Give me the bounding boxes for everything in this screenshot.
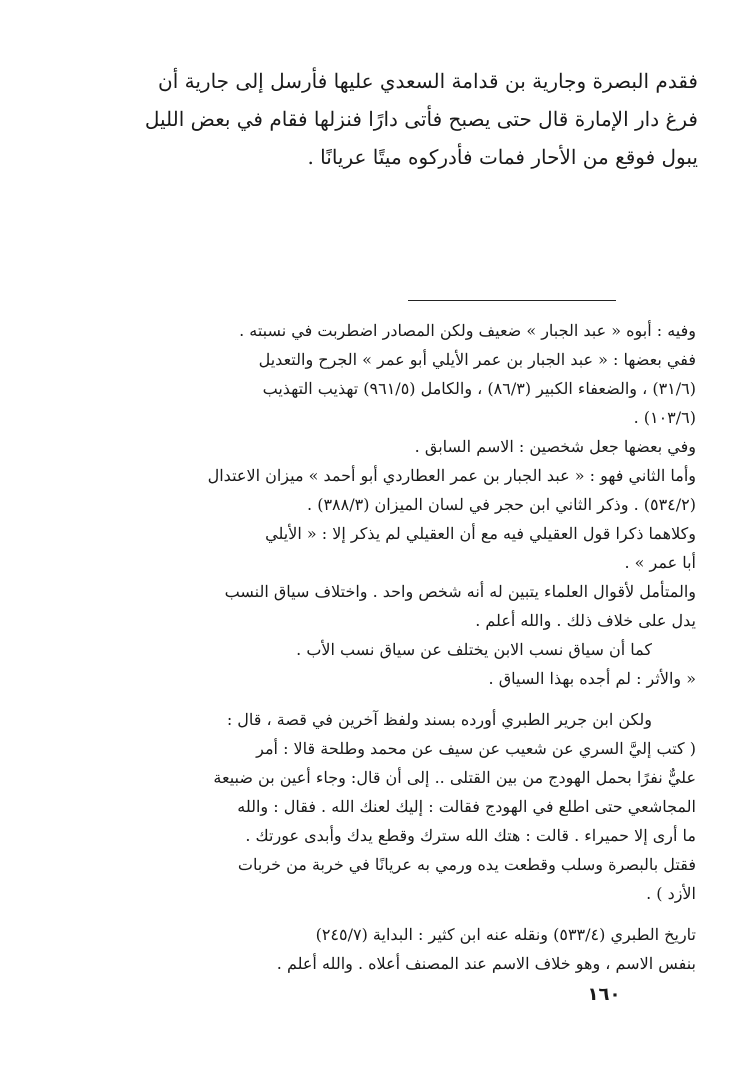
footnote-line: المجاشعي حتى اطلع في الهودج فقالت : إليك لعنك الله . فقال : والله bbox=[237, 797, 696, 816]
footnote-line: وكلاهما ذكرا قول العقيلي فيه مع أن العقيلي لم يذكر إلا : « الأيلي bbox=[265, 524, 696, 543]
footnote-line: (١٠٣/٦) . bbox=[633, 408, 696, 427]
footnote-line: وأما الثاني فهو : « عبد الجبار بن عمر العطاردي أبو أحمد » ميزان الاعتدال bbox=[207, 466, 696, 485]
footnote-line: ولكن ابن جرير الطبري أورده بسند ولفظ آخرين في قصة ، قال : bbox=[226, 710, 652, 729]
footnote-line: عليٌّ نفرًا بحمل الهودج من بين القتلى .. إلى أن قال: وجاء أعين بن ضبيعة bbox=[213, 768, 696, 787]
footnote-line: والمتأمل لأقوال العلماء يتبين له أنه شخص واحد . واختلاف سياق النسب bbox=[224, 582, 696, 601]
footnote-line: (٥٣٤/٢) . وذكر الثاني ابن حجر في لسان الميزان (٣٨٨/٣) . bbox=[307, 495, 696, 514]
footnote-line: ففي بعضها : « عبد الجبار بن عمر الأيلي أبو عمر » الجرح والتعديل bbox=[258, 350, 696, 369]
main-text bbox=[60, 62, 698, 176]
footnote-line: تاريخ الطبري (٥٣٣/٤) ونقله عنه ابن كثير : البداية (٢٤٥/٧) bbox=[315, 925, 696, 944]
footnote-line: بنفس الاسم ، وهو خلاف الاسم عند المصنف أعلاه . والله أعلم . bbox=[276, 954, 696, 973]
main-text-line: فقدم البصرة وجارية بن قدامة السعدي عليها فأرسل إلى جارية أن bbox=[158, 69, 698, 93]
footnote-separator bbox=[408, 300, 616, 301]
footnotes bbox=[92, 316, 696, 978]
footnote-line: (٣١/٦) ، والضعفاء الكبير (٨٦/٣) ، والكامل (٩٦١/٥) تهذيب التهذيب bbox=[262, 379, 696, 398]
footnote-line: ما أرى إلا حميراء . قالت : هتك الله سترك وقطع يدك وأبدى عورتك . bbox=[245, 826, 696, 845]
footnote-line: « والأثر : لم أجده بهذا السياق . bbox=[488, 669, 696, 688]
footnote-gap bbox=[92, 908, 696, 920]
footnote-line: كما أن سياق نسب الابن يختلف عن سياق نسب الأب . bbox=[296, 640, 652, 659]
main-text-line: يبول فوقع من الأحار فمات فأدركوه ميتًا عريانًا . bbox=[307, 145, 698, 169]
footnote-line: أبا عمر » . bbox=[624, 553, 696, 572]
footnote-line: وفيه : أبوه « عبد الجبار » ضعيف ولكن المصادر اضطربت في نسبته . bbox=[239, 321, 696, 340]
footnote-line: يدل على خلاف ذلك . والله أعلم . bbox=[475, 611, 696, 630]
footnote-line: الأزد ) . bbox=[646, 884, 696, 903]
footnote-gap bbox=[92, 693, 696, 705]
page-number: ١٦٠ bbox=[587, 984, 621, 1005]
footnote-line: وفي بعضها جعل شخصين : الاسم السابق . bbox=[414, 437, 696, 456]
main-text-line: فرغ دار الإمارة قال حتى يصبح فأتى دارًا فنزلها فقام في بعض الليل bbox=[144, 107, 698, 131]
footnote-line: فقتل بالبصرة وسلب وقطعت يده ورمي به عريانًا في خربة من خربات bbox=[237, 855, 696, 874]
footnote-line: ( كتب إليَّ السري عن شعيب عن سيف عن محمد وطلحة قالا : أمر bbox=[256, 739, 696, 758]
